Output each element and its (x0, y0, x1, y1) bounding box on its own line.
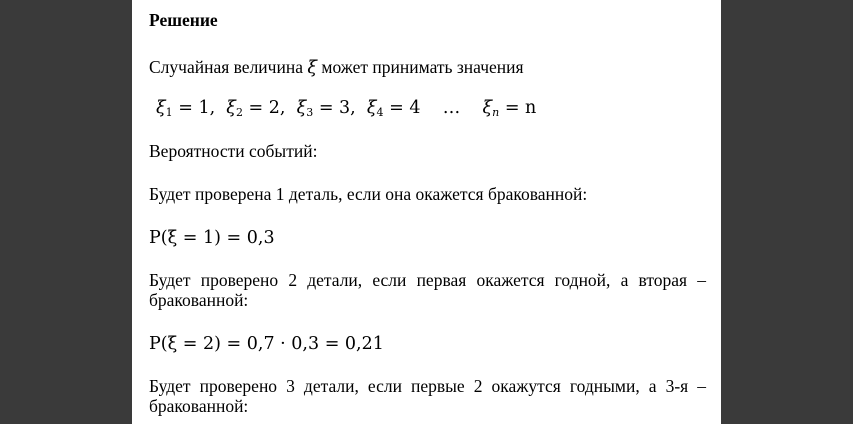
case2-text-line1: Будет проверено 2 детали, если первая окажется годной, а вторая – (149, 270, 706, 290)
xi-symbol: ξ (307, 58, 317, 78)
probabilities-heading: Вероятности событий: (149, 141, 318, 161)
section-heading: Решение (149, 10, 218, 30)
case2-text-line2: бракованной: (149, 290, 249, 310)
value-item-2: $\xi_2 = 2$, (226, 98, 286, 119)
value-item-3: $\xi_3 = 3$, (296, 98, 356, 119)
case2-formula: P(ξ = 2) = 0,7 · 0,3 = 0,21 (149, 334, 384, 354)
values-formula (156, 98, 536, 118)
value-item-4: $\xi_4 = 4$ (366, 98, 421, 119)
case1-formula: P(ξ = 1) = 0,3 (149, 228, 275, 248)
document-page (132, 0, 721, 424)
value-item-n: $\xi_n = n$ (482, 98, 537, 119)
intro-text-after: может принимать значения (321, 57, 524, 77)
case3-text-line2: бракованной: (149, 396, 249, 416)
ellipsis: … (442, 98, 461, 118)
intro-text-before: Случайная величина (149, 57, 303, 77)
value-item-1: $\xi_1 = 1$, (156, 98, 216, 119)
intro-paragraph (149, 57, 524, 78)
case1-text: Будет проверена 1 деталь, если она окажется бракованной: (149, 184, 588, 204)
case3-text-line1: Будет проверено 3 детали, если первые 2 окажутся годными, а 3-я – (149, 376, 706, 396)
